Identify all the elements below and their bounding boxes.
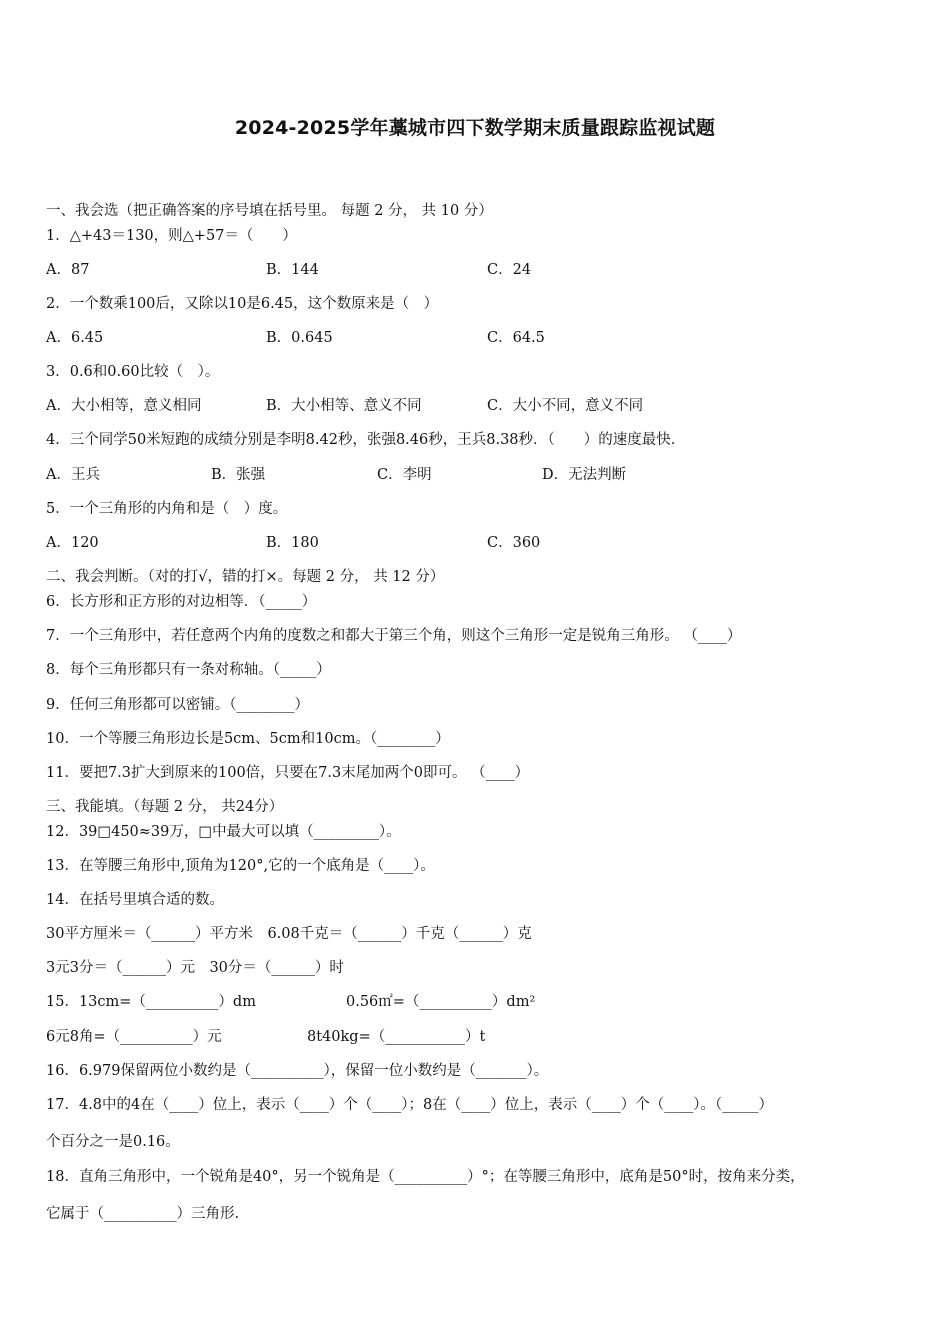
question-18-line-a: 18．直角三角形中，一个锐角是40°，另一个锐角是（__________）°；在等腰三角形中，底角是50°时，按角来分类， <box>46 1169 805 1185</box>
question-4: 4．三个同学50米短跑的成绩分别是李明8.42秒，张强8.46秒，王兵8.38秒．（ ）的速度最快． <box>46 432 686 448</box>
q5-option-c: C．360 <box>487 535 541 551</box>
q4-option-b: B．张强 <box>211 467 266 483</box>
q1-option-a: A．87 <box>46 262 90 278</box>
section-2-heading: 二、我会判断。（对的打√，错的打×。每题 2 分， 共 12 分） <box>46 569 445 585</box>
question-18-line-b: 它属于（__________）三角形. <box>46 1206 240 1222</box>
q5-option-b: B．180 <box>266 535 319 551</box>
question-16: 16．6.979保留两位小数约是（__________），保留一位小数约是（_______）。 <box>46 1063 549 1079</box>
question-1: 1．△+43＝130，则△+57＝（ ） <box>46 228 297 244</box>
q1-option-c: C．24 <box>487 262 532 278</box>
question-9: 9．任何三角形都可以密铺。（________） <box>46 697 309 713</box>
q4-option-d: D．无法判断 <box>542 467 627 483</box>
question-7: 7．一个三角形中，若任意两个内角的度数之和都大于第三个角，则这个三角形一定是锐角三角形。 （____） <box>46 628 742 644</box>
q2-option-b: B．0.645 <box>266 330 333 346</box>
question-17-line-a: 17．4.8中的4在（____）位上，表示（____）个（____）；8在（____）位上，表示（____）个（____）。（_____） <box>46 1097 773 1113</box>
question-5: 5．一个三角形的内角和是（ ）度。 <box>46 501 288 517</box>
q3-option-c: C．大小不同，意义不同 <box>487 398 644 414</box>
question-14: 14．在括号里填合适的数。 <box>46 892 224 908</box>
question-11: 11．要把7.3扩大到原来的100倍，只要在7.3末尾加两个0即可。 （____） <box>46 765 530 781</box>
question-14-line-a: 30平方厘米＝（______）平方米 6.08千克＝（______）千克（______）克 <box>46 926 532 942</box>
q4-option-a: A．王兵 <box>46 467 100 483</box>
question-6: 6．长方形和正方形的对边相等．（_____） <box>46 594 317 610</box>
question-12: 12．39□450≈39万，□中最大可以填（_________）。 <box>46 824 401 840</box>
q3-option-b: B．大小相等、意义不同 <box>266 398 422 414</box>
section-1-heading: 一、我会选（把正确答案的序号填在括号里。 每题 2 分， 共 10 分） <box>46 203 493 219</box>
page-title: 2024-2025学年藁城市四下数学期末质量跟踪监视试题 <box>234 117 716 139</box>
question-3: 3．0.6和0.60比较（ ）。 <box>46 364 220 380</box>
section-3-heading: 三、我能填。（每题 2 分， 共24分） <box>46 799 284 815</box>
q2-option-a: A．6.45 <box>46 330 104 346</box>
q3-option-a: A．大小相等，意义相同 <box>46 398 202 414</box>
question-15-part-4: 8t40kg=（___________）t <box>307 1029 486 1045</box>
q5-option-a: A．120 <box>46 535 99 551</box>
q4-option-c: C．李明 <box>377 467 432 483</box>
question-15-part-3: 6元8角=（__________）元 <box>46 1029 222 1045</box>
question-2: 2．一个数乘100后，又除以10是6.45，这个数原来是（ ） <box>46 296 439 312</box>
question-8: 8．每个三角形都只有一条对称轴。（_____） <box>46 662 331 678</box>
q1-option-b: B．144 <box>266 262 319 278</box>
question-13: 13．在等腰三角形中,顶角为120°,它的一个底角是（____）。 <box>46 858 435 874</box>
question-17-line-b: 个百分之一是0.16。 <box>46 1134 180 1150</box>
question-15-part-2: 0.56㎡=（__________）dm² <box>346 994 536 1010</box>
question-10: 10．一个等腰三角形边长是5cm、5cm和10cm。（________） <box>46 731 450 747</box>
question-14-line-b: 3元3分＝（______）元 30分＝（______）时 <box>46 960 344 976</box>
q2-option-c: C．64.5 <box>487 330 545 346</box>
question-15-part-1: 15．13cm=（__________）dm <box>46 994 256 1010</box>
